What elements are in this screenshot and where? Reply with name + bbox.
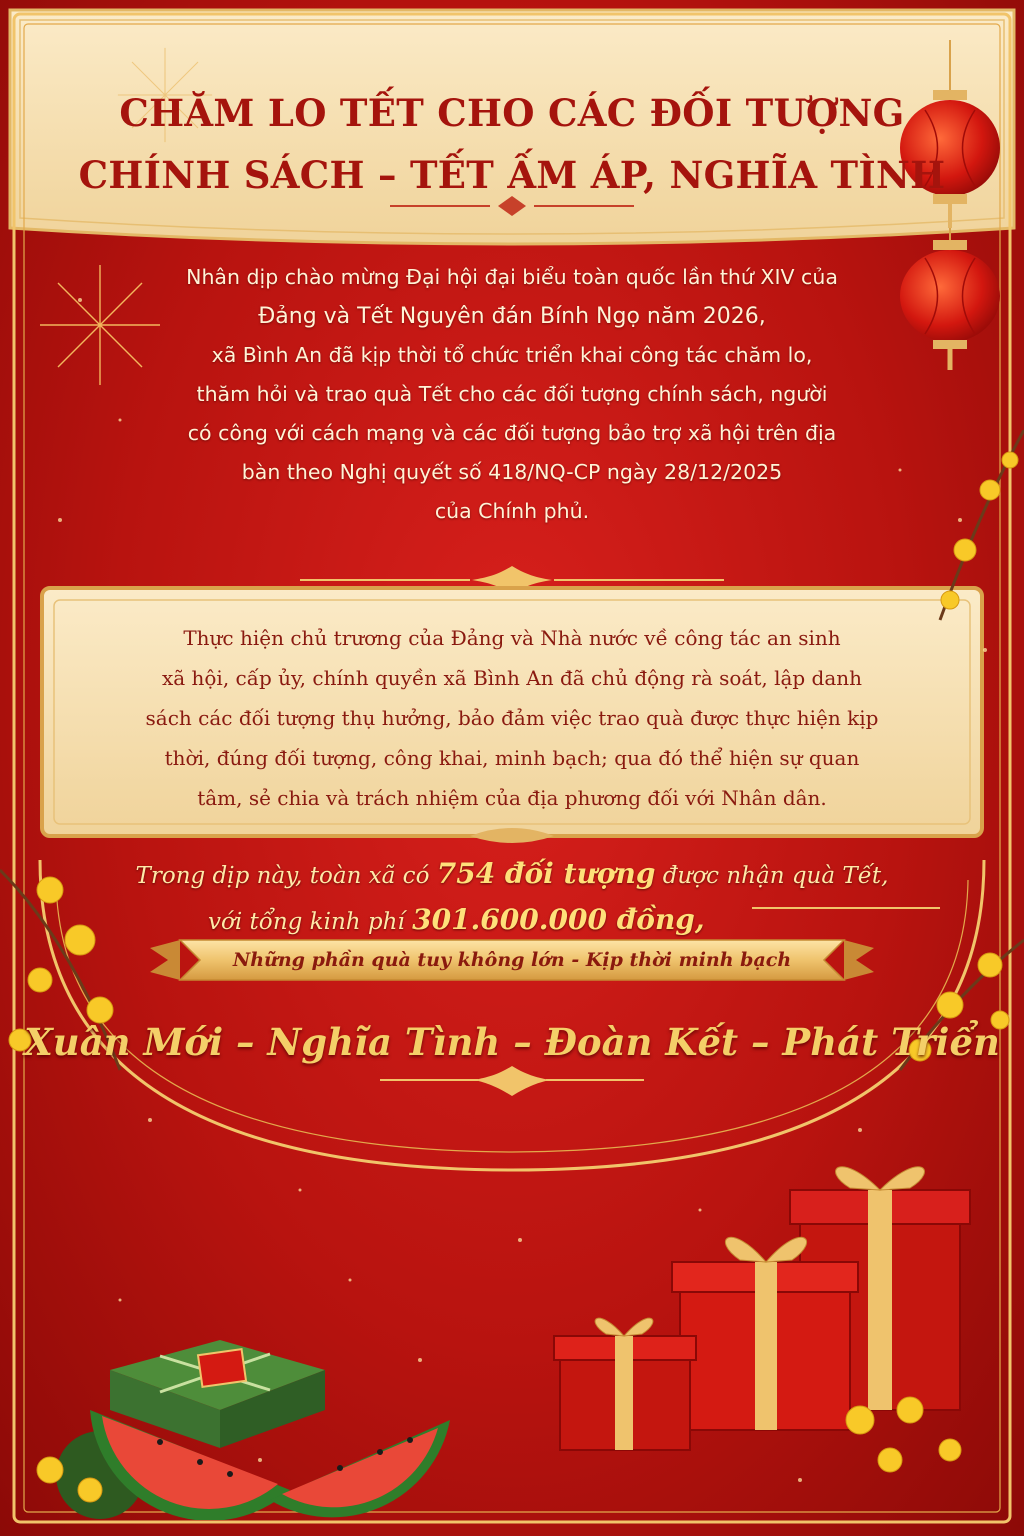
total-budget: 301.600.000 đồng, — [412, 903, 705, 936]
title-line-1: CHĂM LO TẾT CHO CÁC ĐỐI TƯỢNG — [119, 91, 905, 135]
slogan: Xuân Mới – Nghĩa Tình – Đoàn Kết – Phát Triển — [24, 1020, 1000, 1064]
stats-line-1 — [0, 852, 1024, 898]
policy-line: tâm, sẻ chia và trách nhiệm của địa phương đối với Nhân dân. — [197, 786, 827, 810]
policy-paragraph — [0, 618, 1024, 818]
policy-line: thời, đúng đối tượng, công khai, minh bạch; qua đó thể hiện sự quan — [164, 746, 860, 770]
page-title — [0, 82, 1024, 206]
title-line-2: CHÍNH SÁCH – TẾT ẤM ÁP, NGHĨA TÌNH — [78, 153, 946, 197]
beneficiary-stats — [0, 852, 1024, 944]
policy-line: sách các đối tượng thụ hưởng, bảo đảm việc trao quà được thực hiện kịp — [145, 706, 879, 730]
intro-line: Đảng và Tết Nguyên đán Bính Ngọ năm 2026, — [258, 304, 766, 329]
policy-line: xã hội, cấp ủy, chính quyền xã Bình An đã chủ động rà soát, lập danh — [161, 666, 863, 690]
intro-line: Nhân dịp chào mừng Đại hội đại biểu toàn quốc lần thứ XIV của — [186, 265, 838, 289]
intro-paragraph — [0, 258, 1024, 531]
stats-prefix: Trong dịp này, toàn xã có — [135, 863, 430, 889]
beneficiary-count: 754 đối tượng — [436, 857, 656, 890]
intro-line: xã Bình An đã kịp thời tổ chức triển khai công tác chăm lo, — [211, 343, 813, 367]
apricot-blossom-icon — [820, 1380, 980, 1500]
stats-line-2 — [0, 898, 1024, 944]
intro-line: bàn theo Nghị quyết số 418/NQ-CP ngày 28/12/2025 — [241, 460, 783, 484]
intro-line: thăm hỏi và trao quà Tết cho các đối tượng chính sách, người — [196, 382, 828, 406]
ribbon-banner-text: Những phần quà tuy không lớn - Kịp thời minh bạch — [232, 949, 792, 971]
intro-line: có công với cách mạng và các đối tượng bảo trợ xã hội trên địa — [187, 421, 837, 445]
intro-line: của Chính phủ. — [434, 499, 590, 523]
apricot-blossom-icon — [20, 1440, 130, 1530]
stats-suffix: được nhận quà Tết, — [662, 863, 889, 889]
budget-prefix: với tổng kinh phí — [208, 909, 405, 935]
policy-line: Thực hiện chủ trương của Đảng và Nhà nước về công tác an sinh — [183, 626, 841, 650]
